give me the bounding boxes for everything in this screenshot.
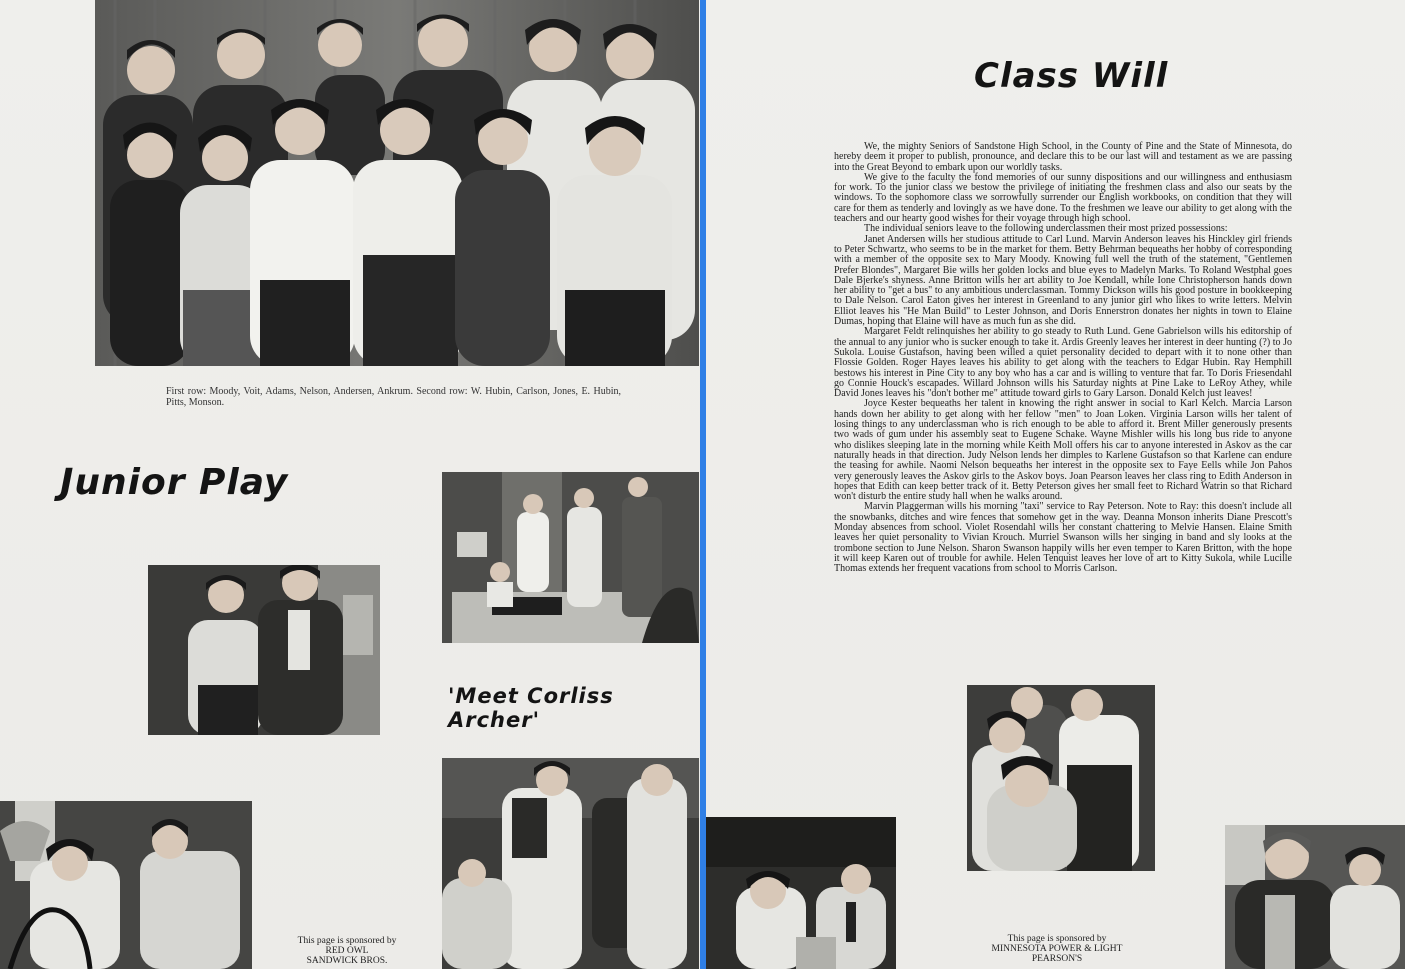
right-page-sponsor (952, 934, 1162, 964)
sponsor-name: SANDWICK BROS. (306, 956, 388, 966)
seniors-group-candid-photo (967, 685, 1155, 871)
play-name-title: 'Meet Corliss Archer' (448, 684, 614, 732)
sponsor-intro: This page is sponsored by (297, 936, 397, 946)
will-paragraph: Janet Andersen wills her studious attitude to Carl Lund. Marvin Anderson leaves his Hinckley girl friends to Peter Schwartz, who seems to be in the market for them. Betty Behrman bequeaths her hobby of corresponding with a member of the opposite sex to Mary Moody. Knowing full well the truth of the statement, "Gentlemen Prefer Blondes", Margaret Bie wills her golden locks and blue eyes to Madelyn Marks. To Roland Westphal goes Dale Bjerke's shyness. Anne Britton wills her art ability to Joe Kendall, while Ione Christopherson hands down her ability to "get a bus" to any ambitious underclassman. Tommy Dickson wills his good posture in bookkeeping to Dale Nelson. Carol Eaton gives her interest in Greenland to any junior girl who likes to write letters. Melvin Elliot leaves his "He Man Build" to Lester Johnson, and Doris Ennerstron donates her nights in town to Elaine Dumas, hoping that Elaine will have as much fun as she did. (834, 233, 1292, 328)
will-paragraph: The individual seniors leave to the following underclassmen their most prized possessions: (864, 223, 1228, 235)
junior-class-group-photo (95, 0, 699, 366)
will-paragraph: Margaret Feldt relinquishes her ability to go steady to Ruth Lund. Gene Gabrielson wills his editorship of the annual to any junior who is sucker enough to take it. Ardis Greenly leaves her interest in deer hunting (?) to Jo Sukola. Louise Gustafson, having been willed a quiet personality decided to depart with it to none other than Flossie Golden. Roger Hayes leaves his ability to get along with the teachers to Edgar Hubin. Ray Hemphill bestows his interest in Pine City to any boy who has a car and is willing to venture that far. To Doris Friesendahl go Connie Houck's escapades. Willard Johnson wills his Saturday nights at Pine Lake to LeRoy Athey, while David Jones leaves his "don't bother me" attitude toward girls to Gary Larson. Donald Kelch just leaves! (834, 326, 1292, 400)
seniors-restaurant-photo (706, 817, 896, 969)
play-scene-kitchen-photo (0, 801, 252, 969)
sponsor-name: PEARSON'S (1031, 954, 1083, 964)
play-scene-living-room-photo (442, 758, 699, 969)
will-paragraph: Marvin Plaggerman wills his morning "taxi" service to Ray Peterson. Note to Ray: this doesn't include all the snowbanks, ditches and wire fences that somehow get in the way. Deanna Monson inherits Diane Prescott's Monday absences from school. Violet Rosendahl wills her constant chattering to Melvie Hansen. Elaine Smith leaves her quiet personality to Vivian Krouch. Murriel Swanson wills her singing in band and sly looks at the trombone section to June Nelson. Sharon Swanson happily wills her even temper to Karen Britton, with the hope it will keep Karen out of trouble for awhile. Helen Tenquist leaves her love of art to Kitty Sukola, while Lucille Thomas extends her frequent vacations from school to Morris Carlson. (834, 501, 1292, 575)
right-yearbook-page (706, 0, 1405, 969)
will-paragraph: Joyce Kester bequeaths her talent in knowing the right answer in social to Karl Kelch. Marcia Larson hands down her ability to get along with her fellow "men" to Joan Loken. Virginia Larson wills her talent of losing things to any underclassman who is rich enough to be able to afford it. Brent Miller generously presents two wads of gum under his assembly seat to Eugene Schake. Wayne Mishler wills his long bus ride to anyone who dislikes sleeping late in the morning while Keith Moll offers his car to anyone interested in Askov as the car naturally heads in that direction. Judy Nelson lends her dimples to Karlene Gustafson so that Karlene can endure the teasing for awhile. Naomi Nelson bequeaths her interest in the opposite sex to Faye Eells while Jon Pahos very generously leaves the Askov girls to the Askov boys. Joan Pearson leaves her class ring to Edith Anderson in hopes that Edith can keep better track of it. Betty Peterson gives her small feet to Richard Watrin so that Richard won't disturb the entire study hall when he walks around. (834, 398, 1292, 503)
sponsor-intro: This page is sponsored by (1007, 934, 1107, 944)
group-photo-caption: First row: Moody, Voit, Adams, Nelson, Andersen, Ankrum. Second row: W. Hubin, Carlson, Jones, E. Hubin, Pitts, Monson. (166, 386, 621, 408)
play-scene-couple-photo (148, 565, 380, 735)
class-will-text (834, 142, 1292, 574)
seniors-jacket-portrait-photo (1225, 825, 1405, 969)
junior-play-title: Junior Play (60, 462, 289, 503)
will-paragraph: We, the mighty Seniors of Sandstone High School, in the County of Pine and the State of Minnesota, do hereby deem it proper to publish, pronounce, and declare this to be our last will and testament as we are passing into the Great Beyond to embark upon our worldly tasks. (834, 141, 1292, 173)
will-paragraph: We give to the faculty the fond memories of our sunny dispositions and our willingness and enthusiasm for work. To the junior class we bestow the privilege of initiating the freshmen class and also our seats by the windows. To the sophomore class we sorrowfully surrender our English workbooks, on condition that they will care for them as tenderly and lovingly as we have done. To the freshmen we leave our ability to get along with the teachers and our hearty good wishes for their voyage through high school. (834, 171, 1292, 225)
sponsor-name: MINNESOTA POWER & LIGHT (991, 944, 1123, 954)
play-scene-bedroom-photo (442, 472, 699, 643)
left-page-sponsor (262, 936, 432, 966)
sponsor-name: RED OWL (325, 946, 369, 956)
class-will-title: Class Will (974, 56, 1169, 96)
left-yearbook-page (0, 0, 700, 969)
